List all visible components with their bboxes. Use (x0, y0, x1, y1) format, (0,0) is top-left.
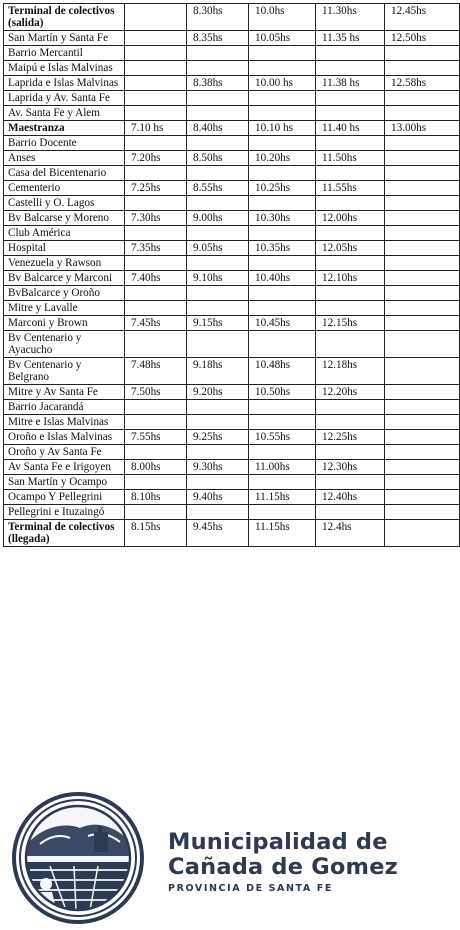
departure-time (187, 331, 249, 358)
departure-time: 10.25hs (249, 181, 316, 196)
departure-time: 11.35 hs (316, 31, 385, 46)
departure-time (125, 286, 187, 301)
stop-name: Ocampo Y Pellegrini (4, 490, 125, 505)
departure-time: 8.40hs (187, 121, 249, 136)
departure-time: 11.30hs (316, 4, 385, 31)
schedule-row (4, 316, 460, 331)
departure-time: 10.30hs (249, 211, 316, 226)
departure-time (316, 46, 385, 61)
departure-time (125, 475, 187, 490)
stop-name: Barrio Jacarandá (4, 400, 125, 415)
departure-time (385, 91, 460, 106)
schedule-row (4, 520, 460, 547)
departure-time: 7.35hs (125, 241, 187, 256)
municipality-brand (168, 830, 460, 894)
stop-name: Anses (4, 151, 125, 166)
departure-time (316, 61, 385, 76)
departure-time (249, 106, 316, 121)
departure-time: 7.30hs (125, 211, 187, 226)
schedule-row (4, 181, 460, 196)
departure-time: 10.20hs (249, 151, 316, 166)
departure-time (385, 475, 460, 490)
departure-time (187, 286, 249, 301)
stop-name: Maestranza (4, 121, 125, 136)
departure-time: 12.58hs (385, 76, 460, 91)
municipal-seal-icon (10, 786, 150, 926)
departure-time: 11.40 hs (316, 121, 385, 136)
stop-name: Bv Balcarse y Moreno (4, 211, 125, 226)
departure-time: 10.50hs (249, 385, 316, 400)
departure-time: 10.55hs (249, 430, 316, 445)
departure-time (249, 286, 316, 301)
departure-time (249, 331, 316, 358)
stop-name: Hospital (4, 241, 125, 256)
departure-time: 8.35hs (187, 31, 249, 46)
departure-time: 12.18hs (316, 358, 385, 385)
schedule-row (4, 151, 460, 166)
departure-time: 7.10 hs (125, 121, 187, 136)
departure-time: 9.05hs (187, 241, 249, 256)
stop-name: Mitre e Islas Malvinas (4, 415, 125, 430)
stop-name: Bv Centenario y Belgrano (4, 358, 125, 385)
departure-time (125, 196, 187, 211)
departure-time (385, 415, 460, 430)
departure-time (385, 166, 460, 181)
schedule-row (4, 226, 460, 241)
footer (0, 782, 460, 930)
departure-time: 8.38hs (187, 76, 249, 91)
stop-name: Bv Balcarce y Marconi (4, 271, 125, 286)
stop-name: Marconi y Brown (4, 316, 125, 331)
departure-time: 12.15hs (316, 316, 385, 331)
departure-time (316, 301, 385, 316)
departure-time (125, 226, 187, 241)
stop-name: Casa del Bicentenario (4, 166, 125, 181)
departure-time (316, 136, 385, 151)
schedule-row (4, 196, 460, 211)
departure-time (385, 400, 460, 415)
departure-time (385, 430, 460, 445)
departure-time (125, 31, 187, 46)
schedule-row (4, 286, 460, 301)
stop-name: San Martín y Santa Fe (4, 31, 125, 46)
departure-time: 8.00hs (125, 460, 187, 475)
stop-name: Club América (4, 226, 125, 241)
schedule-row (4, 505, 460, 520)
schedule-row (4, 415, 460, 430)
departure-time (125, 91, 187, 106)
departure-time: 10.40hs (249, 271, 316, 286)
departure-time (187, 91, 249, 106)
departure-time: 9.00hs (187, 211, 249, 226)
departure-time (249, 445, 316, 460)
departure-time (385, 61, 460, 76)
departure-time (249, 256, 316, 271)
departure-time: 12.05hs (316, 241, 385, 256)
departure-time (249, 226, 316, 241)
departure-time (316, 400, 385, 415)
departure-time (385, 286, 460, 301)
departure-time (316, 445, 385, 460)
schedule-row (4, 358, 460, 385)
departure-time (316, 415, 385, 430)
departure-time: 12.25hs (316, 430, 385, 445)
stop-name: Laprida y Av. Santa Fe (4, 91, 125, 106)
departure-time (316, 226, 385, 241)
stop-name: Cementerio (4, 181, 125, 196)
departure-time (187, 505, 249, 520)
departure-time: 12.50hs (385, 31, 460, 46)
schedule-row (4, 385, 460, 400)
departure-time (187, 136, 249, 151)
departure-time: 11.00hs (249, 460, 316, 475)
schedule-row (4, 475, 460, 490)
departure-time (385, 46, 460, 61)
departure-time: 8.50hs (187, 151, 249, 166)
schedule-row (4, 430, 460, 445)
departure-time: 12.20hs (316, 385, 385, 400)
departure-time (316, 166, 385, 181)
departure-time (385, 358, 460, 385)
departure-time (316, 196, 385, 211)
stop-name: Oroño e Islas Malvinas (4, 430, 125, 445)
departure-time (385, 181, 460, 196)
departure-time (249, 61, 316, 76)
schedule-row (4, 91, 460, 106)
departure-time (385, 301, 460, 316)
schedule-row (4, 4, 460, 31)
schedule-row (4, 490, 460, 505)
departure-time: 11.15hs (249, 490, 316, 505)
departure-time (187, 61, 249, 76)
departure-time (385, 520, 460, 547)
departure-time (125, 166, 187, 181)
departure-time: 12.00hs (316, 211, 385, 226)
departure-time (316, 286, 385, 301)
departure-time: 10.45hs (249, 316, 316, 331)
departure-time: 10.00 hs (249, 76, 316, 91)
brand-line-2: Cañada de Gomez (168, 854, 398, 880)
departure-time: 7.20hs (125, 151, 187, 166)
brand-province: PROVINCIA DE SANTA FE (168, 883, 333, 894)
departure-time (385, 385, 460, 400)
departure-time: 9.15hs (187, 316, 249, 331)
schedule-row (4, 76, 460, 91)
stop-name: Oroño y Av Santa Fe (4, 445, 125, 460)
stop-name: Maipú e Islas Malvinas (4, 61, 125, 76)
departure-time: 10.35hs (249, 241, 316, 256)
stop-name: Laprida e Islas Malvinas (4, 76, 125, 91)
departure-time (125, 76, 187, 91)
schedule-row (4, 211, 460, 226)
stop-name: Bv Centenario y Ayacucho (4, 331, 125, 358)
departure-time (125, 136, 187, 151)
departure-time (385, 106, 460, 121)
departure-time (385, 136, 460, 151)
stop-name: Venezuela y Rawson (4, 256, 125, 271)
schedule-row (4, 46, 460, 61)
departure-time (385, 505, 460, 520)
departure-time: 12.45hs (385, 4, 460, 31)
departure-time (187, 196, 249, 211)
departure-time: 9.10hs (187, 271, 249, 286)
schedule-row (4, 61, 460, 76)
departure-time: 8.30hs (187, 4, 249, 31)
stop-name: Mitre y Av Santa Fe (4, 385, 125, 400)
departure-time (187, 445, 249, 460)
schedule-row (4, 121, 460, 136)
departure-time: 10.10 hs (249, 121, 316, 136)
brand-line-1: Municipalidad de (168, 829, 388, 855)
schedule-body (4, 4, 460, 547)
schedule-row (4, 445, 460, 460)
schedule-row (4, 166, 460, 181)
stop-name: Av. Santa Fe y Alem (4, 106, 125, 121)
departure-time (385, 196, 460, 211)
departure-time (249, 91, 316, 106)
departure-time (125, 505, 187, 520)
departure-time: 9.40hs (187, 490, 249, 505)
departure-time (249, 136, 316, 151)
stop-name: BvBalcarce y Oroño (4, 286, 125, 301)
stop-name: Terminal de colectivos (salida) (4, 4, 125, 31)
departure-time (385, 256, 460, 271)
stop-name: Mitre y Lavalle (4, 301, 125, 316)
schedule-row (4, 31, 460, 46)
departure-time (249, 415, 316, 430)
departure-time: 8.55hs (187, 181, 249, 196)
departure-time (125, 400, 187, 415)
departure-time: 12.30hs (316, 460, 385, 475)
departure-time (125, 301, 187, 316)
departure-time (249, 301, 316, 316)
departure-time (316, 256, 385, 271)
schedule-row (4, 106, 460, 121)
departure-time (125, 4, 187, 31)
departure-time (385, 490, 460, 505)
departure-time (187, 106, 249, 121)
departure-time: 8.10hs (125, 490, 187, 505)
departure-time: 11.38 hs (316, 76, 385, 91)
departure-time: 9.30hs (187, 460, 249, 475)
departure-time (125, 106, 187, 121)
schedule-row (4, 271, 460, 286)
departure-time (125, 331, 187, 358)
departure-time (187, 301, 249, 316)
schedule-row (4, 136, 460, 151)
departure-time (316, 91, 385, 106)
departure-time (187, 226, 249, 241)
departure-time (125, 256, 187, 271)
departure-time (249, 166, 316, 181)
departure-time (187, 475, 249, 490)
departure-time (187, 415, 249, 430)
departure-time (385, 445, 460, 460)
departure-time (187, 46, 249, 61)
departure-time (125, 61, 187, 76)
departure-time: 11.55hs (316, 181, 385, 196)
departure-time (385, 460, 460, 475)
departure-time: 7.55hs (125, 430, 187, 445)
departure-time (385, 151, 460, 166)
stop-name: Terminal de colectivos (llegada) (4, 520, 125, 547)
departure-time (249, 505, 316, 520)
departure-time: 7.45hs (125, 316, 187, 331)
stop-name: Barrio Docente (4, 136, 125, 151)
departure-time (249, 475, 316, 490)
departure-time (385, 211, 460, 226)
departure-time: 11.15hs (249, 520, 316, 547)
departure-time: 9.25hs (187, 430, 249, 445)
departure-time: 9.20hs (187, 385, 249, 400)
departure-time (125, 46, 187, 61)
stop-name: Castelli y O. Lagos (4, 196, 125, 211)
departure-time (316, 331, 385, 358)
departure-time (187, 166, 249, 181)
departure-time: 12.40hs (316, 490, 385, 505)
departure-time (125, 445, 187, 460)
stop-name: Pellegrini e Ituzaingó (4, 505, 125, 520)
departure-time: 12.4hs (316, 520, 385, 547)
schedule-row (4, 331, 460, 358)
schedule-row (4, 241, 460, 256)
departure-time: 7.25hs (125, 181, 187, 196)
departure-time (316, 505, 385, 520)
departure-time (187, 256, 249, 271)
departure-time (385, 316, 460, 331)
stop-name: San Martín y Ocampo (4, 475, 125, 490)
departure-time (249, 196, 316, 211)
departure-time (316, 106, 385, 121)
departure-time: 7.40hs (125, 271, 187, 286)
departure-time (187, 400, 249, 415)
schedule-row (4, 460, 460, 475)
departure-time: 10.05hs (249, 31, 316, 46)
stop-name: Av Santa Fe e Irigoyen (4, 460, 125, 475)
departure-time (385, 331, 460, 358)
stop-name: Barrio Mercantil (4, 46, 125, 61)
departure-time: 12.10hs (316, 271, 385, 286)
departure-time: 9.18hs (187, 358, 249, 385)
bus-schedule-table (3, 3, 460, 547)
departure-time: 7.50hs (125, 385, 187, 400)
departure-time (316, 475, 385, 490)
departure-time (385, 241, 460, 256)
departure-time: 10.0hs (249, 4, 316, 31)
departure-time: 7.48hs (125, 358, 187, 385)
departure-time (385, 271, 460, 286)
schedule-row (4, 256, 460, 271)
departure-time: 8.15hs (125, 520, 187, 547)
schedule-row (4, 400, 460, 415)
departure-time (249, 46, 316, 61)
departure-time: 13.00hs (385, 121, 460, 136)
departure-time: 10.48hs (249, 358, 316, 385)
departure-time (249, 400, 316, 415)
departure-time (125, 415, 187, 430)
departure-time (385, 226, 460, 241)
schedule-row (4, 301, 460, 316)
departure-time: 9.45hs (187, 520, 249, 547)
departure-time: 11.50hs (316, 151, 385, 166)
